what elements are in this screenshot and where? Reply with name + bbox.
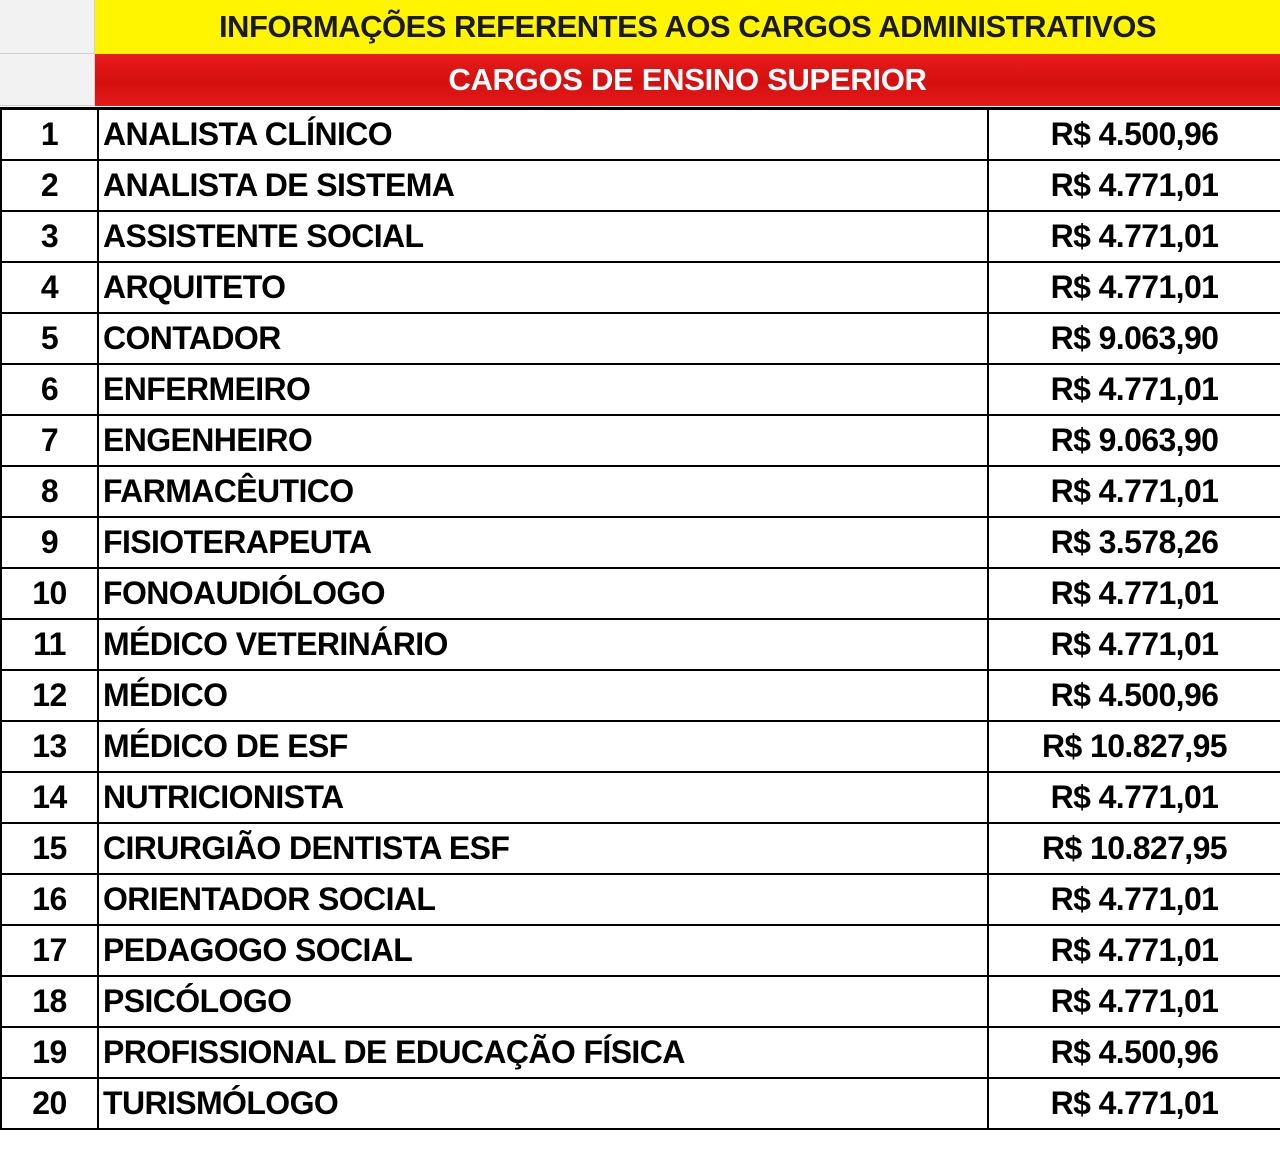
- salary-cell: R$ 4.771,01: [988, 262, 1280, 313]
- table-row: [1, 772, 1280, 823]
- row-number-cell: 12: [1, 670, 98, 721]
- cargo-name-cell: ENFERMEIRO: [98, 364, 988, 415]
- salary-cell: R$ 3.578,26: [988, 517, 1280, 568]
- empty-corner-cell: [0, 0, 95, 54]
- cargo-name-cell: ASSISTENTE SOCIAL: [98, 211, 988, 262]
- salary-cell: R$ 4.771,01: [988, 211, 1280, 262]
- salary-cell: R$ 4.771,01: [988, 568, 1280, 619]
- row-number-cell: 14: [1, 772, 98, 823]
- cargo-name-cell: ANALISTA CLÍNICO: [98, 109, 988, 161]
- section-subtitle: CARGOS DE ENSINO SUPERIOR: [95, 54, 1280, 106]
- row-number-cell: 4: [1, 262, 98, 313]
- table-row: [1, 415, 1280, 466]
- table-row: [1, 1078, 1280, 1129]
- row-number-cell: 1: [1, 109, 98, 161]
- table-row: [1, 925, 1280, 976]
- cargo-name-cell: PROFISSIONAL DE EDUCAÇÃO FÍSICA: [98, 1027, 988, 1078]
- table-row: [1, 262, 1280, 313]
- cargo-name-cell: ENGENHEIRO: [98, 415, 988, 466]
- cargos-table: [0, 107, 1280, 1130]
- row-number-cell: 19: [1, 1027, 98, 1078]
- title-row: [0, 0, 1280, 54]
- cargo-name-cell: CIRURGIÃO DENTISTA ESF: [98, 823, 988, 874]
- table-row: [1, 466, 1280, 517]
- row-number-cell: 20: [1, 1078, 98, 1129]
- subtitle-row: [0, 54, 1280, 106]
- salary-cell: R$ 4.500,96: [988, 1027, 1280, 1078]
- row-number-cell: 10: [1, 568, 98, 619]
- row-number-cell: 16: [1, 874, 98, 925]
- salary-cell: R$ 10.827,95: [988, 721, 1280, 772]
- row-number-cell: 3: [1, 211, 98, 262]
- table-row: [1, 976, 1280, 1027]
- table-row: [1, 874, 1280, 925]
- salary-cell: R$ 4.500,96: [988, 670, 1280, 721]
- table-row: [1, 517, 1280, 568]
- table-row: [1, 619, 1280, 670]
- row-number-cell: 11: [1, 619, 98, 670]
- table-row: [1, 211, 1280, 262]
- cargo-name-cell: CONTADOR: [98, 313, 988, 364]
- row-number-cell: 15: [1, 823, 98, 874]
- row-number-cell: 9: [1, 517, 98, 568]
- row-number-cell: 6: [1, 364, 98, 415]
- salary-cell: R$ 4.771,01: [988, 466, 1280, 517]
- cargo-name-cell: MÉDICO: [98, 670, 988, 721]
- cargo-name-cell: FARMACÊUTICO: [98, 466, 988, 517]
- cargo-name-cell: ARQUITETO: [98, 262, 988, 313]
- table-row: [1, 823, 1280, 874]
- cargo-name-cell: TURISMÓLOGO: [98, 1078, 988, 1129]
- table-row: [1, 109, 1280, 161]
- salary-cell: R$ 10.827,95: [988, 823, 1280, 874]
- table-row: [1, 721, 1280, 772]
- cargo-name-cell: ORIENTADOR SOCIAL: [98, 874, 988, 925]
- empty-corner-cell: [0, 54, 95, 106]
- cargo-name-cell: FONOAUDIÓLOGO: [98, 568, 988, 619]
- table-row: [1, 313, 1280, 364]
- row-number-cell: 8: [1, 466, 98, 517]
- salary-cell: R$ 9.063,90: [988, 313, 1280, 364]
- salary-cell: R$ 4.500,96: [988, 109, 1280, 161]
- table-row: [1, 364, 1280, 415]
- table-row: [1, 1027, 1280, 1078]
- cargo-name-cell: MÉDICO VETERINÁRIO: [98, 619, 988, 670]
- cargo-name-cell: FISIOTERAPEUTA: [98, 517, 988, 568]
- salary-cell: R$ 4.771,01: [988, 364, 1280, 415]
- row-number-cell: 2: [1, 160, 98, 211]
- salary-cell: R$ 4.771,01: [988, 925, 1280, 976]
- cargos-table-body: [1, 109, 1280, 1130]
- row-number-cell: 7: [1, 415, 98, 466]
- table-row: [1, 568, 1280, 619]
- table-row: [1, 160, 1280, 211]
- salary-cell: R$ 4.771,01: [988, 160, 1280, 211]
- row-number-cell: 18: [1, 976, 98, 1027]
- salary-cell: R$ 4.771,01: [988, 1078, 1280, 1129]
- page-title: INFORMAÇÕES REFERENTES AOS CARGOS ADMINISTRATIVOS: [95, 0, 1280, 54]
- salary-cell: R$ 4.771,01: [988, 976, 1280, 1027]
- cargo-name-cell: PEDAGOGO SOCIAL: [98, 925, 988, 976]
- salary-cell: R$ 4.771,01: [988, 772, 1280, 823]
- cargo-name-cell: ANALISTA DE SISTEMA: [98, 160, 988, 211]
- row-number-cell: 13: [1, 721, 98, 772]
- cargo-name-cell: PSICÓLOGO: [98, 976, 988, 1027]
- salary-cell: R$ 4.771,01: [988, 619, 1280, 670]
- table-row: [1, 670, 1280, 721]
- salary-cell: R$ 9.063,90: [988, 415, 1280, 466]
- row-number-cell: 17: [1, 925, 98, 976]
- cargo-name-cell: MÉDICO DE ESF: [98, 721, 988, 772]
- row-number-cell: 5: [1, 313, 98, 364]
- salary-cell: R$ 4.771,01: [988, 874, 1280, 925]
- cargo-name-cell: NUTRICIONISTA: [98, 772, 988, 823]
